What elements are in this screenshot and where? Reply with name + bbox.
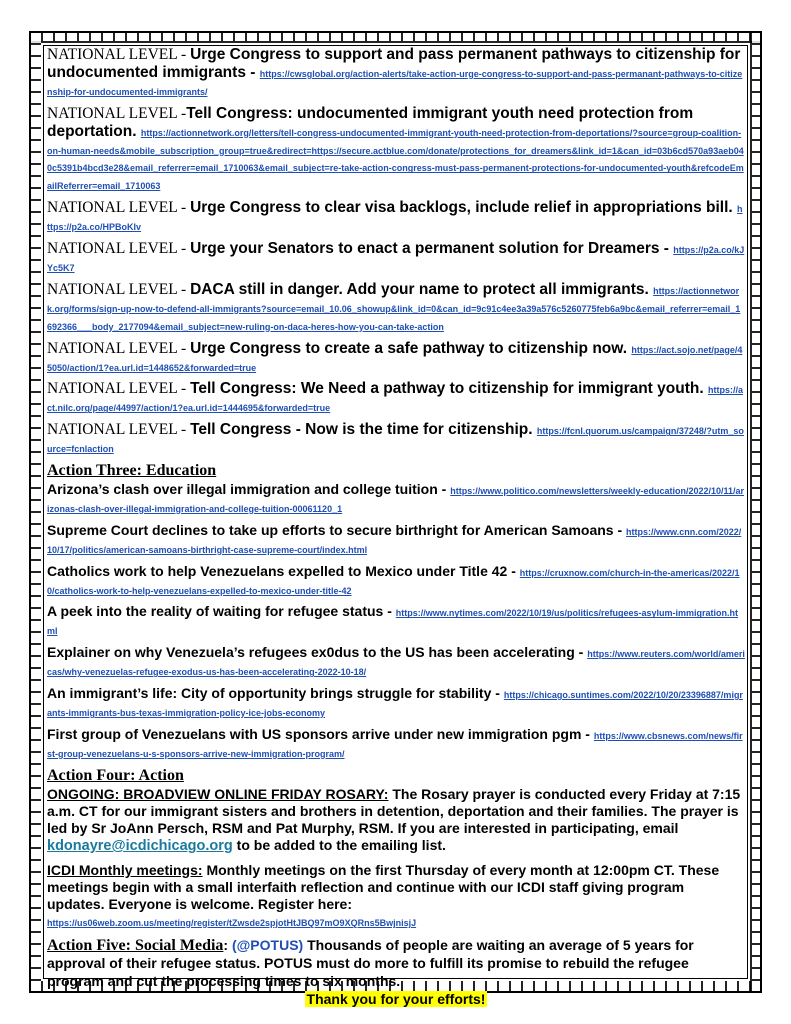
national-item	[47, 421, 745, 457]
action-five-heading: Action Five: Social Media	[47, 936, 224, 954]
education-item	[47, 563, 745, 599]
education-item	[47, 644, 745, 680]
education-link[interactable]: https://cruxnow.com/church-in-the-americas/2022/10/catholics-work-to-help-venezuelans-expelled-to-mexico-under-title-42	[47, 567, 740, 596]
national-link[interactable]: https://p2a.co/kJYc5K7	[47, 245, 745, 273]
national-link[interactable]: https://act.sojo.net/page/45050/action/1?ea.url.id=1448652&forwarded=true	[47, 344, 743, 373]
national-text: Urge Congress to support and pass permanent pathways to citizenship for undocumented immigrants -	[47, 46, 741, 81]
national-label: NATIONAL LEVEL -	[47, 380, 191, 398]
national-item	[47, 380, 745, 416]
email-link[interactable]: kdonayre@icdichicago.org	[47, 837, 233, 854]
national-label: NATIONAL LEVEL -	[47, 421, 191, 439]
education-title: An immigrant’s life: City of opportunity brings struggle for stability -	[47, 685, 504, 702]
education-item	[47, 726, 745, 762]
national-text: Tell Congress: undocumented immigrant youth need protection from deportation.	[47, 104, 694, 140]
education-link[interactable]: https://chicago.suntimes.com/2022/10/20/23396887/migrants-immigrants-bus-texas-immigration-policy-ice-jobs-economy	[47, 690, 743, 718]
icdi-paragraph	[47, 862, 745, 930]
national-item	[47, 281, 745, 335]
icdi-register-link[interactable]: https://us06web.zoom.us/meeting/register/tZwsde2spjotHtJBQ97mO9XQRns5BwjnisjJ	[47, 917, 417, 928]
education-link[interactable]: https://www.politico.com/newsletters/weekly-education/2022/10/11/arizonas-clash-over-illegal-immigration-and-college-tuition-00061120_1	[47, 486, 744, 514]
national-item	[47, 240, 745, 276]
rosary-tail: to be added to the emailing list.	[232, 836, 446, 853]
national-link[interactable]: https://cwsglobal.org/action-alerts/take-action-urge-congress-to-support-and-pass-permanant-pathways-to-citizenship-for-undocumented-immigrants/	[47, 68, 743, 97]
national-item	[47, 340, 745, 376]
national-label: NATIONAL LEVEL -	[47, 199, 191, 217]
action-five-text: Thousands of people are waiting an average of 5 years for approval of their refugee status. POTUS must do more to fulfill its promise to rebuild the refugee program and cut the processing times to six months.	[47, 936, 694, 989]
national-item	[47, 105, 745, 195]
national-text: Urge your Senators to enact a permanent solution for Dreamers -	[190, 240, 674, 258]
education-link[interactable]: https://www.cnn.com/2022/10/17/politics/american-samoans-birthright-case-supreme-court/index.html	[47, 526, 742, 555]
education-item	[47, 685, 745, 721]
action-four-heading: Action Four: Action	[47, 766, 184, 784]
national-text: Tell Congress: We Need a pathway to citizenship for immigrant youth.	[190, 380, 708, 398]
education-title: Arizona’s clash over illegal immigration and college tuition -	[47, 481, 451, 498]
national-label: NATIONAL LEVEL -	[47, 339, 191, 357]
rosary-text: The Rosary prayer is conducted every Friday at 7:15 a.m. CT for our immigrant sisters and brothers in detention, deportation and their families. The prayer is led by Sr JoAnn Persch, RSM and Pat Murphy, RSM. If you are interested in participating, email	[47, 785, 741, 836]
education-title: First group of Venezuelans with US sponsors arrive under new immigration pgm -	[47, 725, 594, 742]
national-label: NATIONAL LEVEL -	[47, 280, 191, 298]
thanks-line	[47, 991, 745, 1008]
national-item	[47, 199, 745, 235]
national-item	[47, 46, 745, 100]
action-five-colon: :	[223, 936, 232, 953]
education-link[interactable]: https://www.cbsnews.com/news/first-group-venezuelans-u-s-sponsors-arrive-new-immigration-program/	[47, 730, 743, 759]
education-item	[47, 522, 745, 558]
rosary-title: ONGOING: BROADVIEW ONLINE FRIDAY ROSARY:	[47, 785, 389, 802]
education-link[interactable]: https://www.reuters.com/world/americas/why-venezuelas-refugee-exodus-us-has-been-accelerating-2022-10-18/	[47, 649, 745, 678]
education-link[interactable]: https://www.nytimes.com/2022/10/19/us/politics/refugees-asylum-immigration.html	[47, 608, 739, 637]
national-label: NATIONAL LEVEL -	[47, 104, 187, 122]
national-label: NATIONAL LEVEL -	[47, 240, 191, 258]
education-heading: Action Three: Education	[47, 462, 217, 480]
national-text: Urge Congress to clear visa backlogs, include relief in appropriations bill.	[190, 199, 738, 217]
education-item	[47, 603, 745, 639]
education-title: Catholics work to help Venezuelans expelled to Mexico under Title 42 -	[47, 562, 520, 579]
icdi-title: ICDI Monthly meetings:	[47, 861, 203, 878]
icdi-text: Monthly meetings on the first Thursday of every month at 12:00pm CT. These meetings begin with a small interfaith reflection and continue with our ICDI staff giving program updates. Everyone is welcome. Register here:	[47, 861, 720, 912]
education-title: Supreme Court declines to take up efforts to secure birthright for American Samoans -	[47, 521, 627, 538]
education-title: Explainer on why Venezuela’s refugees ex0dus to the US has been accelerating -	[47, 644, 588, 661]
national-link[interactable]: https://act.nilc.org/page/44997/action/1?ea.url.id=1444695&forwarded=true	[47, 385, 743, 414]
document-content	[47, 46, 745, 1014]
thanks-text: Thank you for your efforts!	[306, 990, 486, 1007]
education-item	[47, 481, 745, 517]
national-text: Urge Congress to create a safe pathway to citizenship now.	[190, 339, 632, 357]
potus-handle: (@POTUS)	[231, 936, 304, 953]
national-link[interactable]: https://actionnetwork.org/forms/sign-up-now-to-defend-all-immigrants?source=email_10.06_showup&link_id=0&can_id=9c91c4ee3a39a576c5260775feb6a9bc&email_referrer=email_1692366___body_2177094&email_subject=new-ruling-on-daca-heres-how-you-can-take-action	[47, 285, 741, 332]
action-five-paragraph	[47, 936, 745, 1008]
national-link[interactable]: https://fcnl.quorum.us/campaign/37248/?utm_source=fcnlaction	[47, 426, 744, 455]
national-text: DACA still in danger. Add your name to protect all immigrants.	[190, 280, 654, 298]
national-text: Tell Congress - Now is the time for citizenship.	[190, 421, 537, 439]
rosary-paragraph	[47, 786, 745, 856]
national-link[interactable]: https://actionnetwork.org/letters/tell-congress-undocumented-immigrant-youth-need-protection-from-deportations/?source=group-coalition-on-human-needs&mobile_subscription_group=true&redirect=https://secure.actblue.com/donate/protections_for_dreamers&link_id=1&can_id=03b6cd570a93aeb040c5391b4bcd3e28&email_referrer=email_1710063&email_subject=re-take-action-congress-must-pass-permanent-protections-for-undocumented-youth&refcodeEmailReferrer=email_1710063	[47, 127, 744, 192]
national-label: NATIONAL LEVEL -	[47, 46, 191, 63]
national-link[interactable]: https://p2a.co/HPBoKIv	[47, 204, 743, 233]
education-title: A peek into the reality of waiting for refugee status -	[47, 603, 396, 620]
